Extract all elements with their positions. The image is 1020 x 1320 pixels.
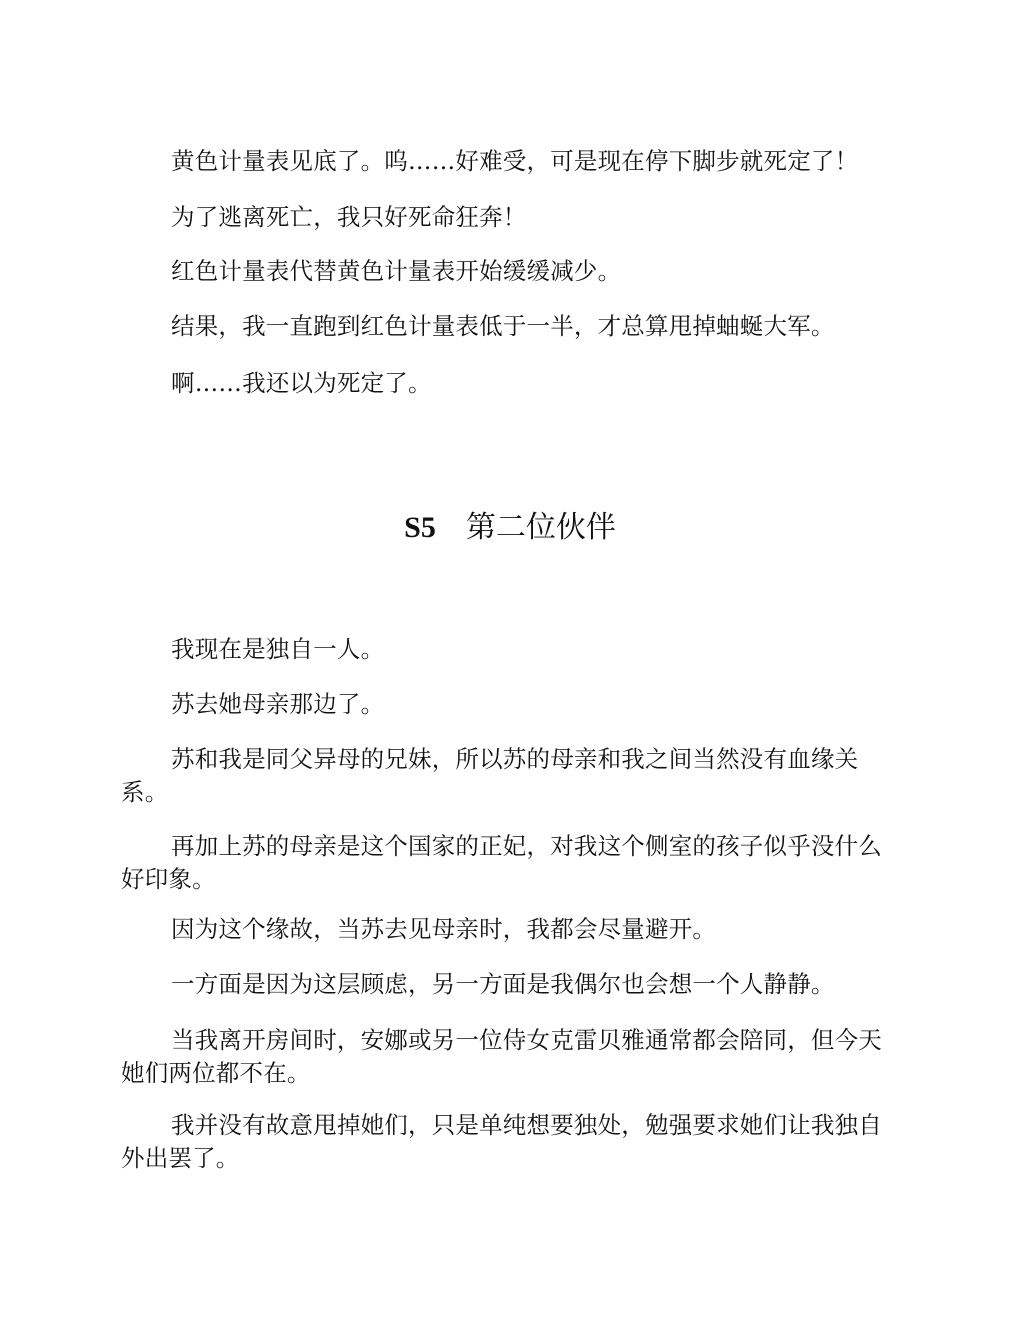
paragraph: 结果，我一直跑到红色计量表低于一半，才总算甩掉蚰蜒大军。 — [171, 312, 835, 340]
paragraph: 因为这个缘故，当苏去见母亲时，我都会尽量避开。 — [171, 915, 717, 943]
paragraph: 为了逃离死亡，我只好死命狂奔！ — [171, 203, 527, 231]
paragraph: 当我离开房间时，安娜或另一位侍女克雷贝雅通常都会陪同，但今天她们两位都不在。 — [121, 1026, 882, 1087]
paragraph: 啊……我还以为死定了。 — [171, 369, 432, 397]
paragraph: 我并没有故意甩掉她们，只是单纯想要独处，勉强要求她们让我独自外出罢了。 — [121, 1111, 882, 1172]
chapter-heading — [0, 508, 1020, 548]
paragraph: 苏去她母亲那边了。 — [171, 690, 385, 718]
paragraph: 我现在是独自一人。 — [171, 635, 385, 663]
paragraph: 黄色计量表见底了。呜……好难受，可是现在停下脚步就死定了！ — [171, 147, 859, 175]
paragraph: 苏和我是同父异母的兄妹，所以苏的母亲和我之间当然没有血缘关系。 — [121, 745, 859, 806]
paragraph: 再加上苏的母亲是这个国家的正妃，对我这个侧室的孩子似乎没什么好印象。 — [121, 832, 882, 893]
paragraph: 一方面是因为这层顾虑，另一方面是我偶尔也会想一个人静静。 — [171, 970, 835, 998]
chapter-title: 第二位伙伴 — [465, 510, 616, 545]
paragraph: 红色计量表代替黄色计量表开始缓缓减少。 — [171, 257, 622, 285]
chapter-code: S5 — [404, 511, 436, 544]
